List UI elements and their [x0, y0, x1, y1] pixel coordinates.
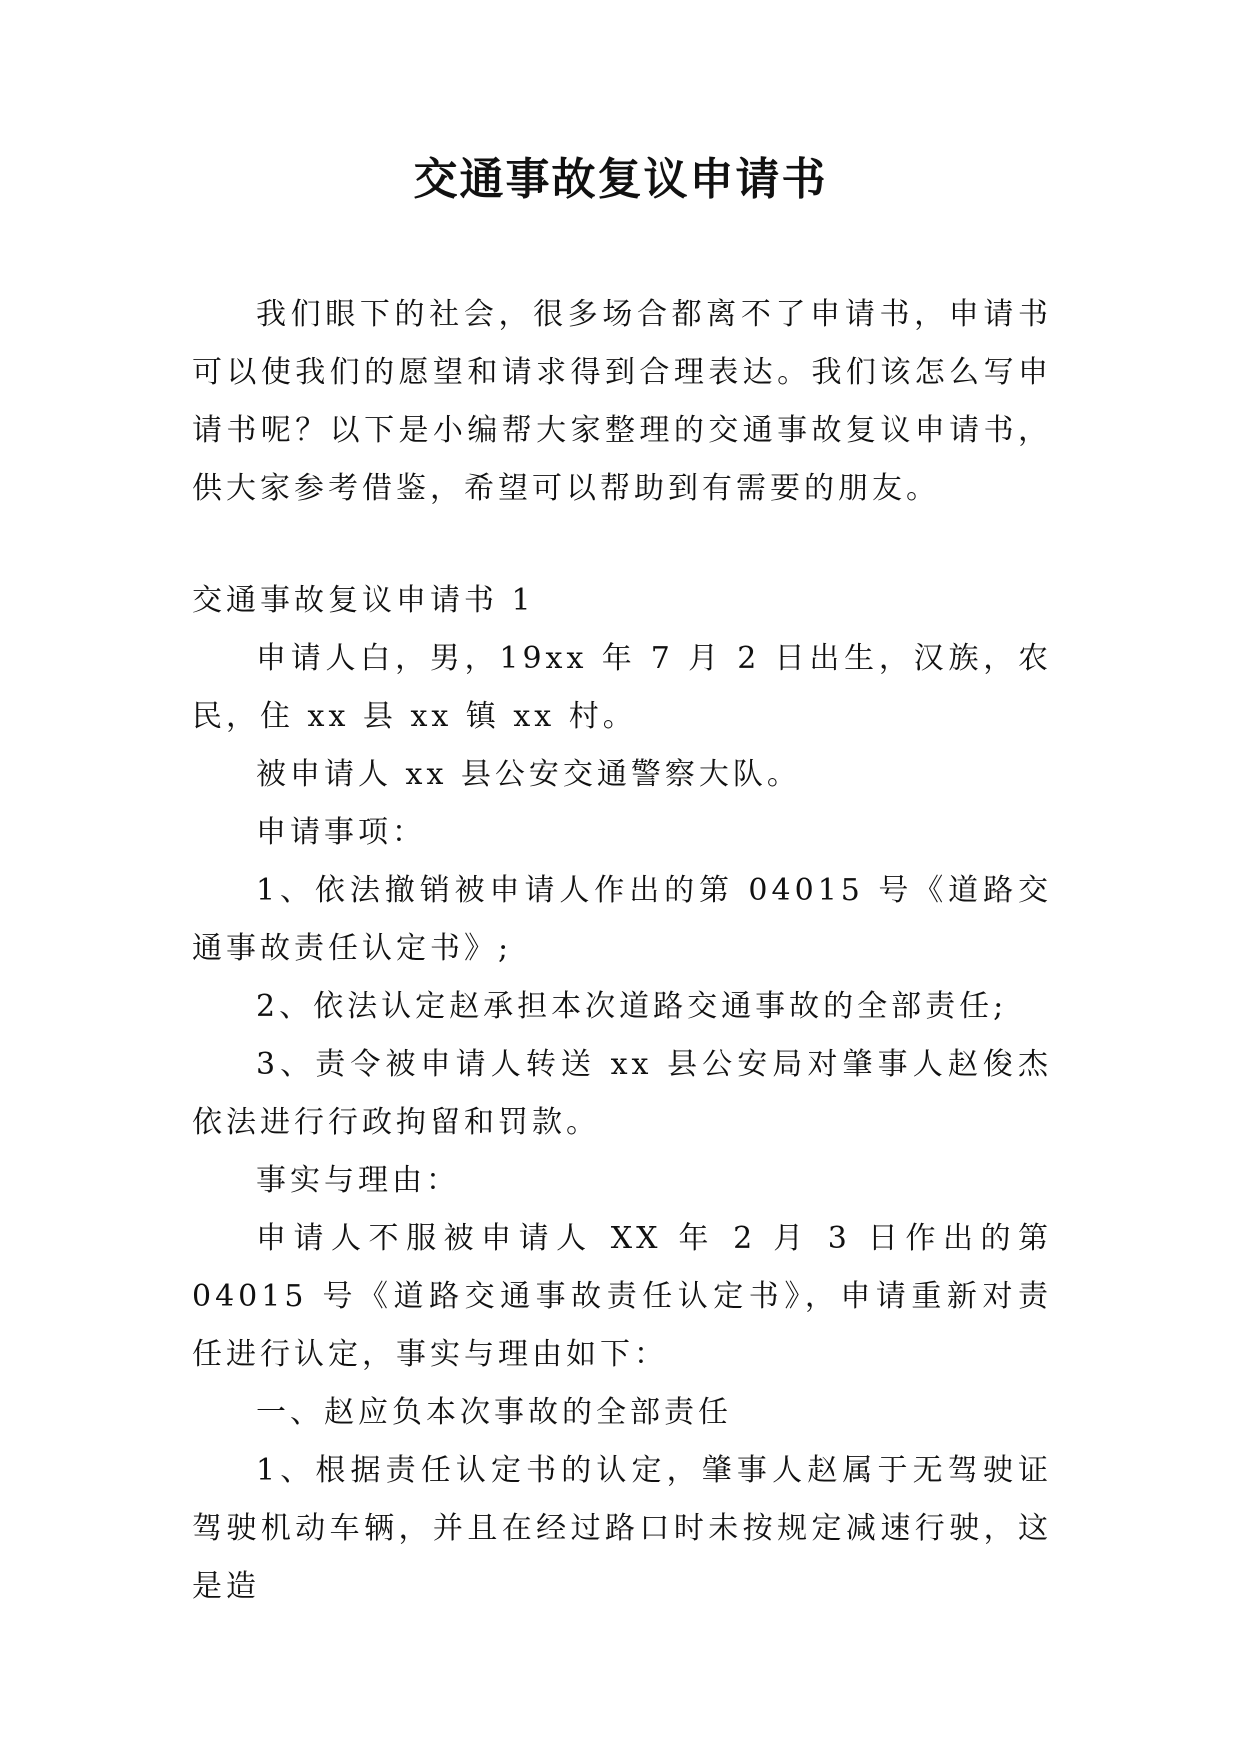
document-body: [192, 286, 1052, 1616]
intro-paragraph: 我们眼下的社会，很多场合都离不了申请书，申请书可以使我们的愿望和请求得到合理表达。我们该怎么写申请书呢？以下是小编帮大家整理的交通事故复议申请书，供大家参考借鉴，希望可以帮助到有需要的朋友。: [192, 297, 1052, 506]
paragraph-request-3: 3、责令被申请人转送 xx 县公安局对肇事人赵俊杰依法进行行政拘留和罚款。: [192, 1047, 1052, 1140]
paragraph-request-2: 2、依法认定赵承担本次道路交通事故的全部责任;: [256, 989, 1008, 1024]
document-title: 交通事故复议申请书: [413, 154, 828, 205]
paragraph-facts-heading: 事实与理由：: [256, 1163, 460, 1198]
paragraph-request-1: 1、依法撤销被申请人作出的第 04015 号《道路交通事故责任认定书》;: [192, 873, 1052, 966]
paragraph-facts-intro: 申请人不服被申请人 XX 年 2 月 3 日作出的第 04015 号《道路交通事故责任认定书》，申请重新对责任进行认定，事实与理由如下：: [192, 1221, 1052, 1372]
section-heading: 交通事故复议申请书 1: [192, 583, 535, 618]
paragraph-point-1-detail: 1、根据责任认定书的认定，肇事人赵属于无驾驶证驾驶机动车辆，并且在经过路口时未按规定减速行驶，这是造: [192, 1453, 1052, 1604]
paragraph-respondent: 被申请人 xx 县公安交通警察大队。: [256, 757, 801, 792]
paragraph-request-heading: 申请事项：: [256, 815, 426, 850]
paragraph-applicant: 申请人白，男，19xx 年 7 月 2 日出生，汉族，农民，住 xx 县 xx 镇 xx 村。: [192, 641, 1052, 734]
paragraph-point-1-heading: 一、赵应负本次事故的全部责任: [256, 1395, 732, 1430]
